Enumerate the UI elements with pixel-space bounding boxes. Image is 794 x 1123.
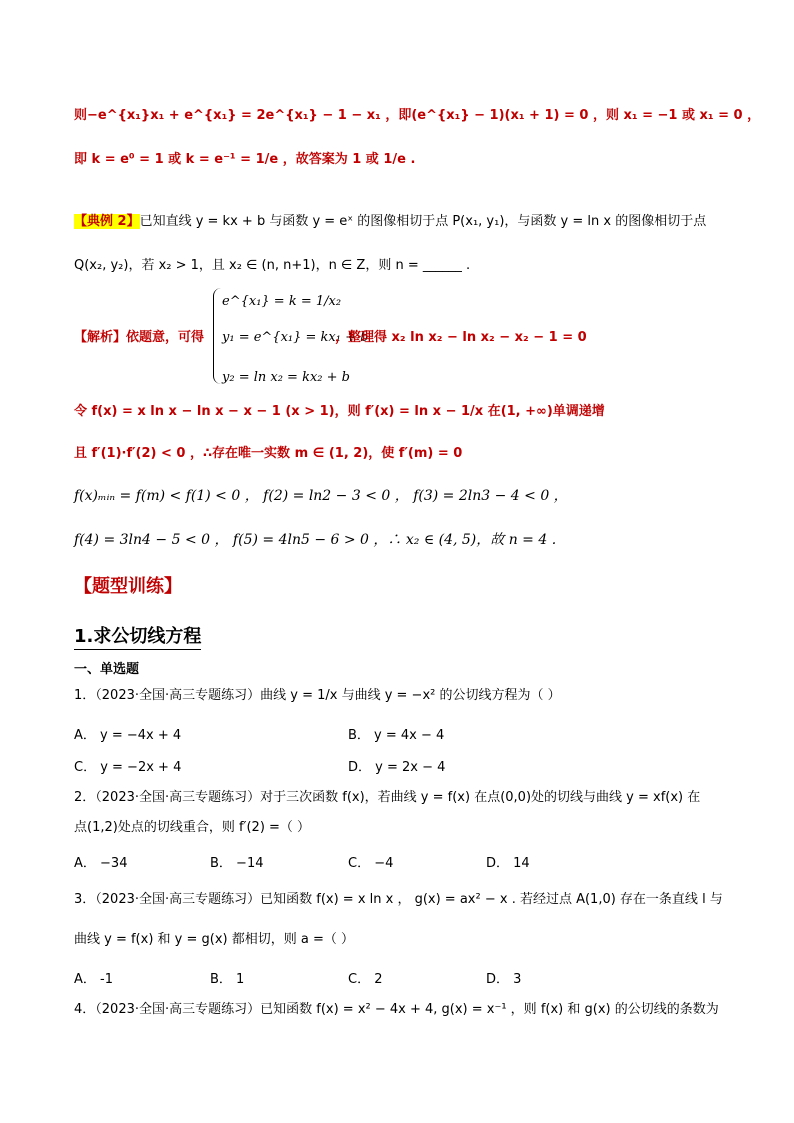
question-3-stem: 3．（2023·全国·高三专题练习）已知函数 f(x) = x ln x ， g(x) = ax² − x . 若经过点 A(1,0) 存在一条直线 l 与 <box>74 892 723 907</box>
question-2-option-c: C． −4 <box>348 856 394 871</box>
question-3-option-b: B． 1 <box>210 972 245 987</box>
analysis-tag: 【解析】依题意，可得 <box>74 330 205 345</box>
analysis-line-m: 且 f′(1)·f′(2) < 0 ，∴存在唯一实数 m ∈ (1, 2)，使 f′(m) = 0 <box>74 446 463 461</box>
question-3-option-d: D． 3 <box>486 972 522 987</box>
analysis-after-system: ，整理得 x₂ ln x₂ − ln x₂ − x₂ − 1 = 0 <box>335 330 587 345</box>
question-2-option-d: D． 14 <box>486 856 530 871</box>
analysis-line-min: f(x)ₘᵢₙ = f(m) < f(1) < 0 ， f(2) = ln2 − 3 < 0 ， f(3) = 2ln3 − 4 < 0 ， <box>74 488 568 504</box>
question-2-stem: 2．（2023·全国·高三专题练习）对于三次函数 f(x)，若曲线 y = f(x) 在点(0,0)处的切线与曲线 y = xf(x) 在 <box>74 790 701 805</box>
question-2-option-b: B． −14 <box>210 856 264 871</box>
system-equation-3: y₂ = ln x₂ = kx₂ + b <box>222 370 350 385</box>
system-equation-2: y₁ = e^{x₁} = kx₁ + b <box>222 330 369 345</box>
question-2-option-a: A． −34 <box>74 856 128 871</box>
question-3-stem-2: 曲线 y = f(x) 和 y = g(x) 都相切，则 a =（ ） <box>74 932 354 947</box>
question-1-option-c: C． y = −2x + 4 <box>74 760 182 775</box>
section-title: 【题型训练】 <box>74 576 182 597</box>
system-equation-1: e^{x₁} = k = 1/x₂ <box>222 294 342 309</box>
question-3-option-c: C． 2 <box>348 972 383 987</box>
question-1-option-b: B． y = 4x − 4 <box>348 728 445 743</box>
analysis-line-end: f(4) = 3ln4 − 5 < 0 ， f(5) = 4ln5 − 6 > 0 ，∴ x₂ ∈ (4, 5)，故 n = 4 . <box>74 532 557 548</box>
subheading: 一、单选题 <box>74 662 140 677</box>
question-4-stem: 4．（2023·全国·高三专题练习）已知函数 f(x) = x² − 4x + 4, g(x) = x⁻¹ ，则 f(x) 和 g(x) 的公切线的条数为 <box>74 1002 719 1017</box>
solution-line-2: 即 k = e⁰ = 1 或 k = e⁻¹ = 1/e ，故答案为 1 或 1/e . <box>74 152 416 167</box>
question-3-option-a: A． -1 <box>74 972 113 987</box>
question-1-stem: 1．（2023·全国·高三专题练习）曲线 y = 1/x 与曲线 y = −x² 的公切线方程为（ ） <box>74 688 561 703</box>
example-2-line-1 <box>74 212 706 232</box>
solution-line-1: 则−e^{x₁}x₁ + e^{x₁} = 2e^{x₁} − 1 − x₁ ，即(e^{x₁} − 1)(x₁ + 1) = 0 ，则 x₁ = −1 或 x₁ = 0 ， <box>74 108 761 123</box>
question-1-option-d: D． y = 2x − 4 <box>348 760 446 775</box>
question-2-stem-2: 点(1,2)处点的切线重合，则 f′(2) =（ ） <box>74 820 311 835</box>
example-tag: 【典例 2】 <box>74 214 140 229</box>
example-2-line-2: Q(x₂, y₂)，若 x₂ > 1，且 x₂ ∈ (n, n+1)，n ∈ Z，则 n = ______ . <box>74 258 471 273</box>
question-1-option-a: A． y = −4x + 4 <box>74 728 182 743</box>
topic-title: 1.求公切线方程 <box>74 622 201 650</box>
example-2-text-1: 已知直线 y = kx + b 与函数 y = eˣ 的图像相切于点 P(x₁, y₁)，与函数 y = ln x 的图像相切于点 <box>139 214 707 229</box>
analysis-line-f: 令 f(x) = x ln x − ln x − x − 1 (x > 1)，则 f′(x) = ln x − 1/x 在(1, +∞)单调递增 <box>74 404 605 419</box>
